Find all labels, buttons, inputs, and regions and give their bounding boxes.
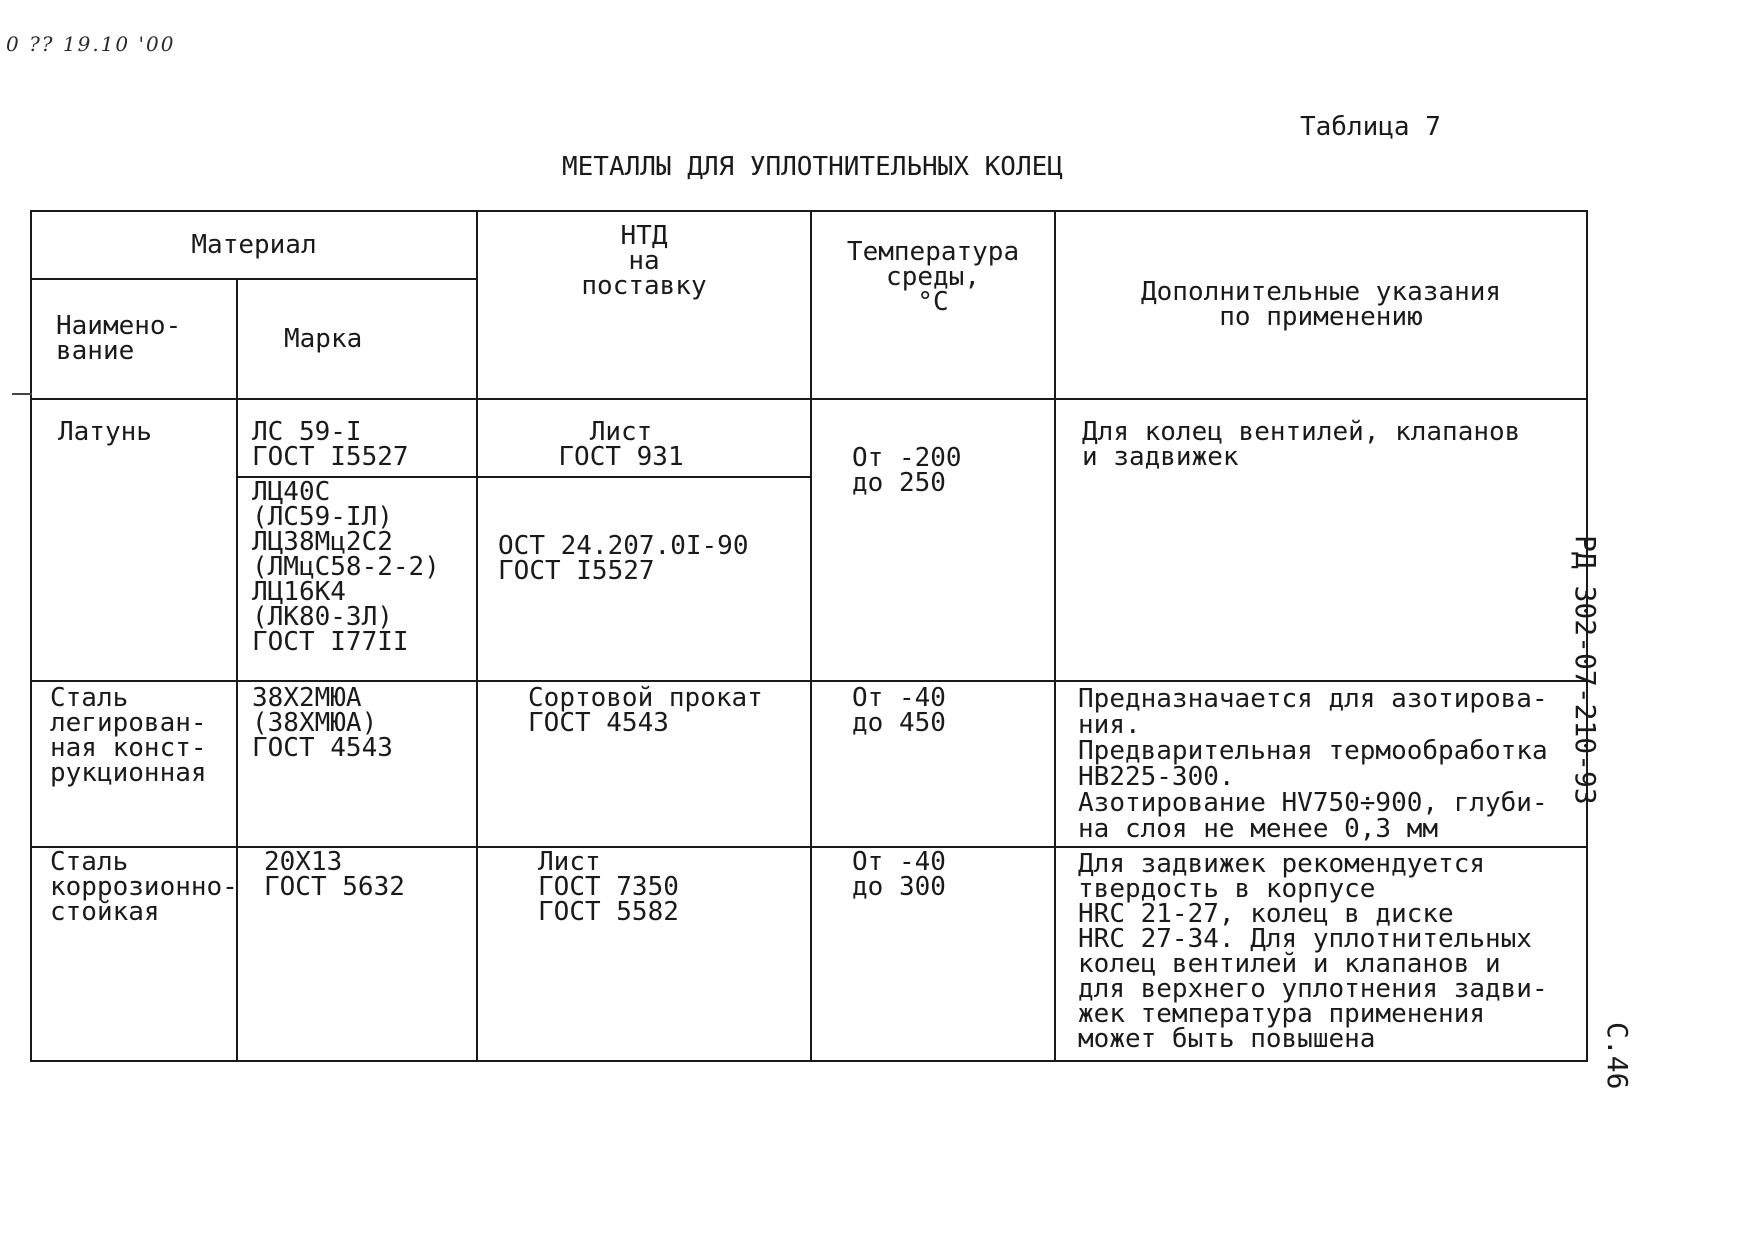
header-name: Наимено- вание <box>31 279 237 399</box>
cell-name: Латунь <box>31 399 237 681</box>
header-row-1 <box>31 211 1587 279</box>
table-number: Таблица 7 <box>1300 112 1441 142</box>
margin-mark <box>12 393 32 395</box>
header-grade: Марка <box>237 279 477 399</box>
cell-grade: ЛС 59-I ГОСТ I5527 ЛЦ40С (ЛС59-IЛ) ЛЦ38Мц2С2 (ЛМцС58-2-2) ЛЦ16К4 (ЛК80-3Л) ГОСТ I77II <box>237 399 477 681</box>
page-number: С.46 <box>1601 1022 1634 1090</box>
materials-table <box>30 210 1588 1062</box>
cell-grade: 20Х13 ГОСТ 5632 <box>237 847 477 1061</box>
cell-name: Сталь коррозионно- стойкая <box>31 847 237 1061</box>
cell-notes: Для колец вентилей, клапанов и задвижек <box>1055 399 1587 681</box>
header-temperature: Температура среды, °С <box>811 211 1055 399</box>
cell-ntd: Лист ГОСТ 931 ОСТ 24.207.0I-90 ГОСТ I5527 <box>477 399 811 681</box>
table-row-brass <box>31 399 1587 681</box>
table-row-stainless-steel <box>31 847 1587 1061</box>
cell-ntd: Сортовой прокат ГОСТ 4543 <box>477 681 811 847</box>
cell-name: Сталь легирован- ная конст- рукционная <box>31 681 237 847</box>
handwritten-note: 0 ?? 19.10 '00 <box>6 32 176 56</box>
cell-temperature: От -40 до 300 <box>811 847 1055 1061</box>
cell-grade: 38Х2МЮА (38ХМЮА) ГОСТ 4543 <box>237 681 477 847</box>
document-title: МЕТАЛЛЫ ДЛЯ УПЛОТНИТЕЛЬНЫХ КОЛЕЦ <box>562 152 1063 182</box>
cell-notes: Предназначается для азотирова- ния. Предварительная термообработка НВ225-300. Азотирование НV750÷900, глуби- на слоя не менее 0,3 мм <box>1055 681 1587 847</box>
header-ntd: НТД на поставку <box>477 211 811 399</box>
cell-temperature: От -200 до 250 <box>811 399 1055 681</box>
cell-ntd: Лист ГОСТ 7350 ГОСТ 5582 <box>477 847 811 1061</box>
header-notes: Дополнительные указания по применению <box>1055 211 1587 399</box>
header-material: Материал <box>31 211 477 279</box>
cell-notes: Для задвижек рекомендуется твердость в корпусе HRC 21-27, колец в диске HRC 27-34. Для уплотнительных колец вентилей и клапанов и для верхнего уплотнения задви- жек температура применения может быть повышена <box>1055 847 1587 1061</box>
table-row-alloy-steel <box>31 681 1587 847</box>
cell-temperature: От -40 до 450 <box>811 681 1055 847</box>
document-code: РД 302-07-210-93 <box>1569 535 1602 805</box>
